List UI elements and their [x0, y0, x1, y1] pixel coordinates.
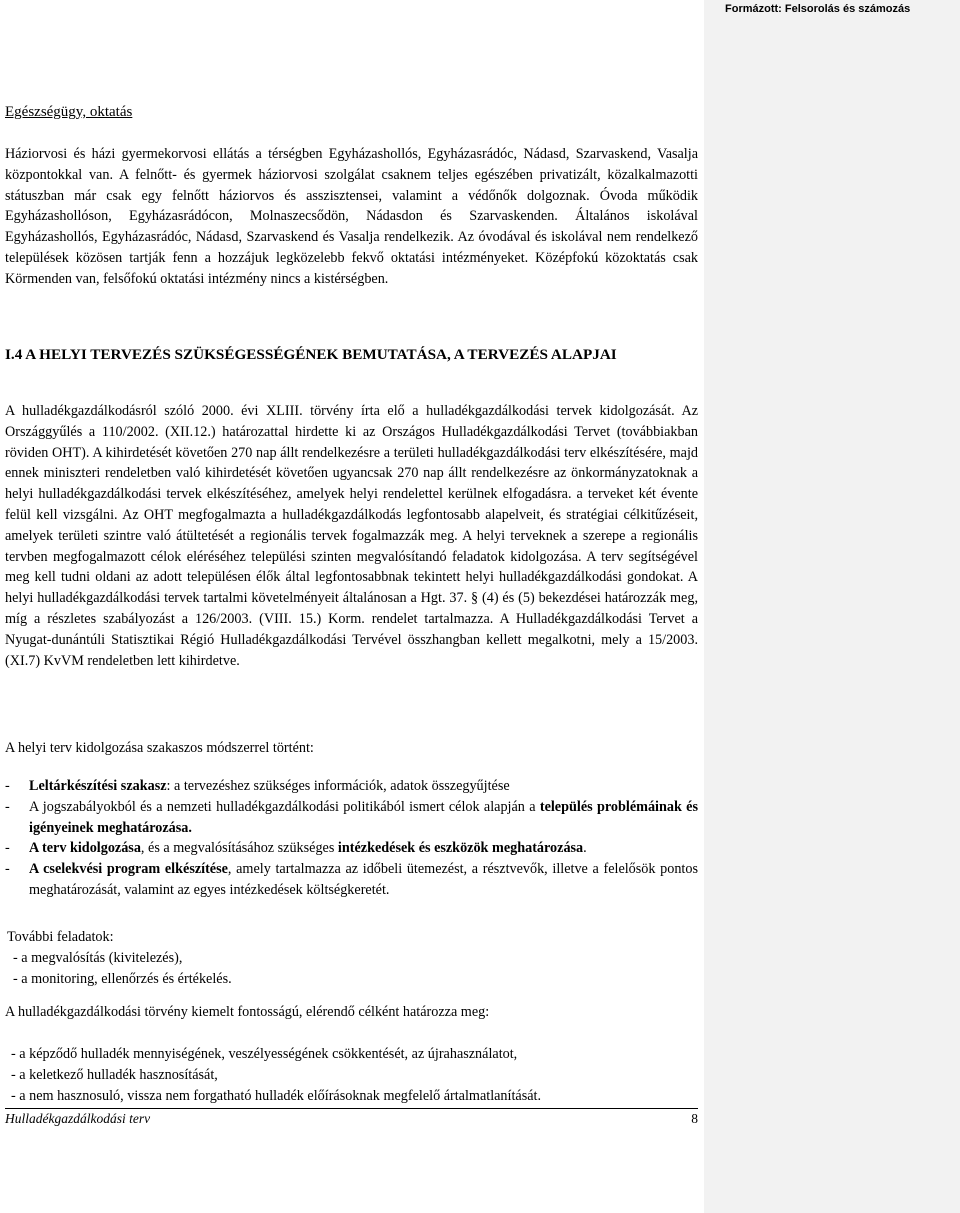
paragraph-legal-background: A hulladékgazdálkodásról szóló 2000. évi XLIII. törvény írta elő a hulladékgazdálkodási tervek kidolgozását. Az Országgyűlés a 110/2002. (XII.12.) határozattal hirdette ki az Országos Hulladékgazdálkodási Tervet (továbbiakban röviden OHT). A kihirdetését követően 270 nap állt rendelkezésre a területi hulladékgazdálkodási terv elkészítésére, majd ennek miniszteri rendeletben való kihirdetését követően ugyancsak 270 nap állt rendelkezésre az önkormányzatoknak a helyi hulladékgazdálkodási tervek elkészítéséhez, amelyek helyi rendelettel kerülnek elfogadásra. a terveket két évente felül kell vizsgálni. Az OHT megfogalmazta a hulladékgazdálkodás legfontosabb alapelveit, és stratégiai célkitűzéseit, amelyek területi szintre való átültetését a regionális tervek fogalmazzák meg. A helyi terveknek a szerepe a regionális tervben megfogalmazott célok eléréséhez települési szinten megvalósítandó feladatok kidolgozása. A terv segítségével meg kell tudni oldani az adott településen élők által legfontosabbnak tekintett helyi hulladékgazdálkodási gondokat. A helyi hulladékgazdálkodási tervek tartalmi követelményeit általánosan a Hgt. 37. § (4) és (5) bekezdései határozzák meg, míg a részletes szabályozást a 126/2003. (VIII. 15.) Korm. rendelet tartalmazza. A Hulladékgazdálkodási Tervet a Nyugat-dunántúli Statisztikai Régió Hulladékgazdálkodási Tervével összhangban kellett megalkotni, mely a 15/2003. (XI.7) KvVM rendeletben lett kihirdetve. [5, 403, 698, 669]
footer-title: Hulladékgazdálkodási terv [5, 1111, 151, 1126]
list-dash: - [5, 840, 10, 857]
list-item: - a keletkező hulladék hasznosítását, [11, 1066, 218, 1083]
further-tasks-title: További feladatok: [7, 929, 114, 945]
list-item-text: A jogszabályokból és a nemzeti hulladékgazdálkodási politikából ismert célok alapján a település problémáinak és igényeinek meghatározása. [29, 798, 698, 836]
paragraph-health: Háziorvosi és házi gyermekorvosi ellátás a térségben Egyházashollós, Egyházasrádóc, Nádasd, Szarvaskend, Vasalja központokkal van. A felnőtt- és gyermek háziorvosi szolgálat csaknem teljes egészében privatizált, közalkalmazotti státuszban már csak egy felnőtt háziorvos és asszisztensei, valamint a védőnők dolgoznak. Óvoda működik Egyházashollóson, Egyházasrádócon, Molnaszecsődön, Nádasdon és Szarvaskenden. Általános iskolával Egyházashollós, Egyházasrádóc, Nádasd, Szarvaskend és Vasalja rendelkezik. Az óvodával és iskolával nem rendelkező települések közösen tartják fenn a hozzájuk legközelebb fekvő oktatási intézményeket. Középfokú közoktatás csak Körmenden van, felsőfokú oktatási intézmény nincs a kistérségben. [5, 146, 698, 287]
list-item: - a képződő hulladék mennyiségének, veszélyességének csökkentését, az újrahasználatot, [11, 1046, 518, 1062]
comment-pane [704, 0, 960, 1213]
section-heading-health[interactable]: Egészségügy, oktatás [5, 104, 133, 120]
list-item [5, 797, 698, 839]
list-item: - a monitoring, ellenőrzés és értékelés. [13, 970, 232, 987]
goals-list [5, 1044, 698, 1106]
page-number: 8 [691, 1111, 698, 1126]
list-item-text: A cselekvési program elkészítése, amely tartalmazza az időbeli ütemezést, a résztvevők, illetve a felelősök pontos meghatározását, valamint az egyes intézkedések költségkeretét. [29, 861, 698, 898]
paragraph-goals-intro: A hulladékgazdálkodási törvény kiemelt fontosságú, elérendő célként határozza meg: [5, 1004, 490, 1020]
section-heading-i4: I.4 A HELYI TERVEZÉS SZÜKSÉGESSÉGÉNEK BEMUTATÁSA, A TERVEZÉS ALAPJAI [5, 346, 617, 363]
method-steps-list [5, 776, 698, 901]
list-dash: - [5, 861, 10, 878]
list-item-text: A terv kidolgozása, és a megvalósításához szükséges intézkedések és eszközök meghatározása. [29, 840, 587, 857]
page-footer [5, 1108, 698, 1127]
list-item [5, 859, 698, 901]
list-item: - a megvalósítás (kivitelezés), [13, 949, 183, 966]
comment-title: Formázott: Felsorolás és számozás [725, 3, 911, 15]
list-item [5, 838, 698, 859]
paragraph-method-intro: A helyi terv kidolgozása szakaszos módszerrel történt: [5, 740, 314, 756]
list-item-text: Leltárkészítési szakasz: a tervezéshez szükséges információk, adatok összegyűjtése [29, 778, 510, 794]
list-dash: - [5, 798, 10, 815]
list-item: - a nem hasznosuló, vissza nem forgatható hulladék előírásoknak megfelelő ártalmatlanítását. [11, 1087, 542, 1104]
further-tasks [7, 927, 700, 989]
list-dash: - [5, 778, 10, 794]
list-item [5, 776, 698, 797]
